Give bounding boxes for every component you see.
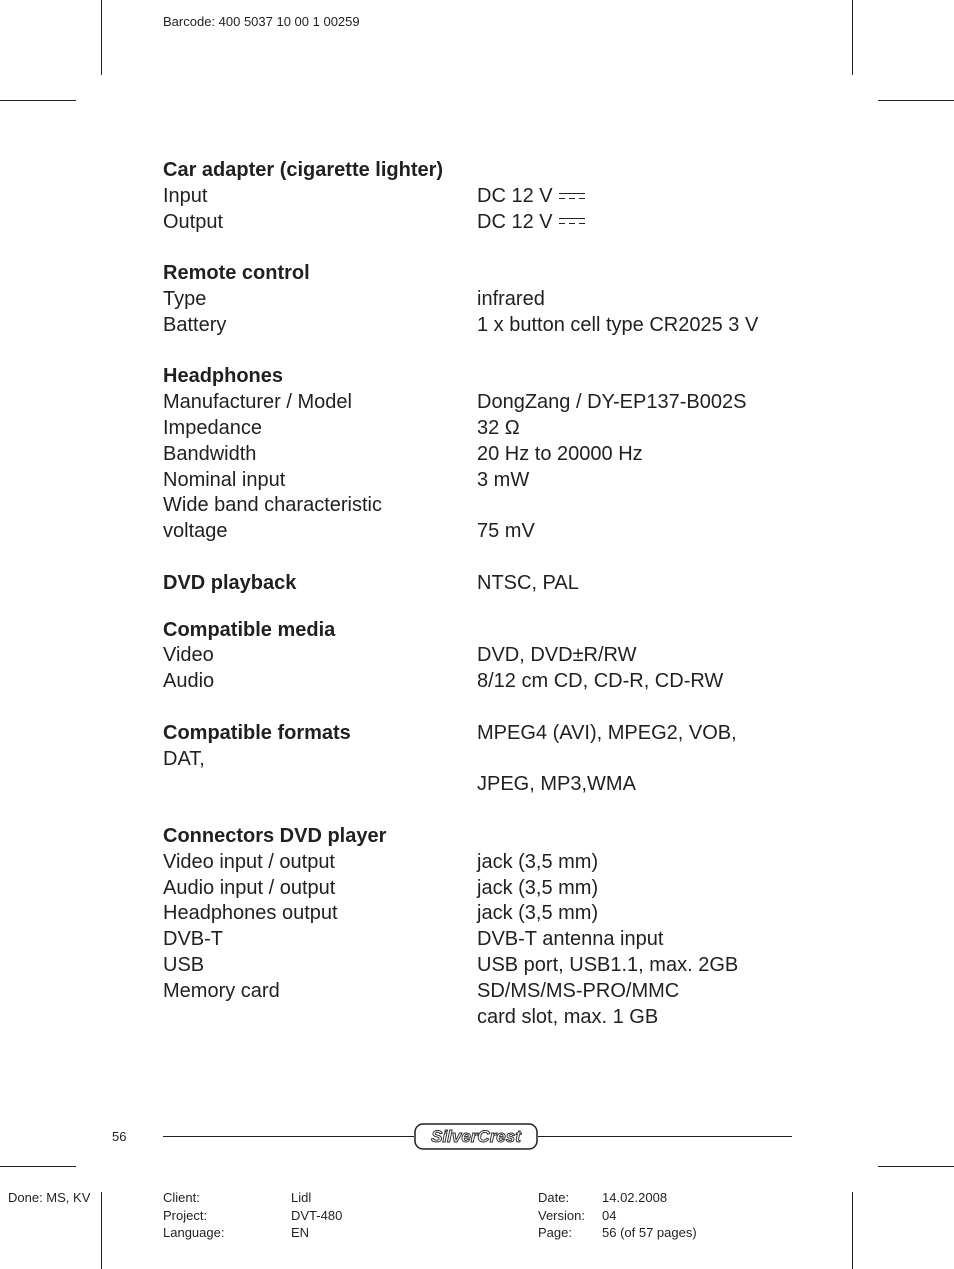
crop-mark bbox=[878, 1166, 954, 1167]
spec-label: Bandwidth bbox=[163, 442, 257, 465]
spec-label: Audio bbox=[163, 670, 215, 693]
spec-row bbox=[163, 979, 823, 1005]
section-title: Remote control bbox=[163, 262, 310, 285]
crop-mark bbox=[0, 100, 76, 101]
spec-row bbox=[163, 468, 823, 494]
language-value: EN bbox=[291, 1225, 310, 1240]
spec-label: Video bbox=[163, 644, 214, 667]
crop-mark bbox=[101, 1192, 102, 1269]
specifications bbox=[163, 158, 823, 1030]
crop-mark bbox=[101, 0, 102, 75]
date-label: Date: bbox=[538, 1190, 570, 1205]
project-value: DVT-480 bbox=[291, 1207, 343, 1223]
spec-value: DVD, DVD±R/RW bbox=[477, 644, 637, 667]
spec-label: Wide band characteristic bbox=[163, 494, 382, 517]
section-heading bbox=[163, 261, 823, 287]
spec-value: NTSC, PAL bbox=[477, 571, 579, 594]
svg-text:SilverCrest: SilverCrest bbox=[431, 1127, 521, 1146]
spec-label: Video input / output bbox=[163, 850, 335, 873]
section-title: Compatible formats bbox=[163, 721, 351, 744]
dc-symbol-icon bbox=[559, 217, 585, 225]
dc-symbol-icon bbox=[559, 192, 585, 200]
spec-label: Audio input / output bbox=[163, 876, 336, 899]
section-heading bbox=[163, 158, 823, 184]
spec-row bbox=[163, 876, 823, 902]
version-label: Version: bbox=[538, 1207, 585, 1223]
page-label: Page: bbox=[538, 1225, 572, 1240]
crop-mark bbox=[878, 100, 954, 101]
spec-value: DC 12 V bbox=[477, 210, 585, 236]
spec-value: DVB-T antenna input bbox=[477, 928, 664, 951]
version-value: 04 bbox=[602, 1207, 617, 1223]
spec-label: DVB-T bbox=[163, 928, 223, 951]
crop-mark bbox=[852, 1192, 853, 1269]
spec-row bbox=[163, 953, 823, 979]
client-value: Lidl bbox=[291, 1190, 312, 1205]
spec-label: USB bbox=[163, 953, 205, 976]
spec-value: DC 12 V bbox=[477, 184, 585, 210]
spec-value: 8/12 cm CD, CD-R, CD-RW bbox=[477, 670, 724, 693]
spec-label: Type bbox=[163, 287, 207, 310]
spec-row bbox=[163, 901, 823, 927]
spec-row bbox=[163, 390, 823, 416]
spec-label: Nominal input bbox=[163, 468, 286, 491]
section-heading bbox=[163, 721, 823, 747]
page-number: 56 bbox=[112, 1129, 127, 1144]
spec-value: card slot, max. 1 GB bbox=[477, 1005, 659, 1028]
spec-label: Impedance bbox=[163, 416, 262, 439]
footer-rule bbox=[538, 1136, 792, 1137]
spec-value: MPEG4 (AVI), MPEG2, VOB, bbox=[477, 721, 737, 744]
spec-value: jack (3,5 mm) bbox=[477, 902, 599, 925]
section-title: Car adapter (cigarette lighter) bbox=[163, 159, 444, 181]
spec-value: 32 Ω bbox=[477, 416, 520, 439]
spec-row bbox=[163, 747, 823, 773]
barcode-text: Barcode: 400 5037 10 00 1 00259 bbox=[163, 14, 360, 29]
date-value: 14.02.2008 bbox=[602, 1190, 668, 1205]
section-heading bbox=[163, 571, 823, 597]
section-title: DVD playback bbox=[163, 571, 297, 594]
spec-value: 20 Hz to 20000 Hz bbox=[477, 442, 643, 465]
spec-value: jack (3,5 mm) bbox=[477, 850, 599, 873]
page-value: 56 (of 57 pages) bbox=[602, 1225, 697, 1240]
spec-label: Memory card bbox=[163, 979, 280, 1002]
section-heading bbox=[163, 364, 823, 390]
spec-row bbox=[163, 493, 823, 519]
done-by: Done: MS, KV bbox=[8, 1190, 91, 1205]
spec-label: Output bbox=[163, 210, 224, 233]
spec-row bbox=[163, 1005, 823, 1031]
spec-value: USB port, USB1.1, max. 2GB bbox=[477, 953, 739, 976]
section-title: Connectors DVD player bbox=[163, 824, 387, 847]
section-title: Headphones bbox=[163, 365, 284, 388]
spec-row bbox=[163, 850, 823, 876]
language-label: Language: bbox=[163, 1225, 225, 1240]
spec-value: jack (3,5 mm) bbox=[477, 876, 599, 899]
spec-row bbox=[163, 287, 823, 313]
section-heading bbox=[163, 618, 823, 644]
spec-row bbox=[163, 210, 823, 236]
spec-value: DongZang / DY-EP137-B002S bbox=[477, 391, 747, 414]
spec-row bbox=[163, 313, 823, 339]
spec-row bbox=[163, 669, 823, 695]
silvercrest-logo bbox=[414, 1123, 538, 1150]
crop-mark bbox=[852, 0, 853, 75]
spec-value: 3 mW bbox=[477, 468, 530, 491]
spec-row bbox=[163, 184, 823, 210]
spec-value: SD/MS/MS-PRO/MMC bbox=[477, 979, 680, 1002]
spec-label: Input bbox=[163, 184, 208, 207]
spec-row bbox=[163, 643, 823, 669]
section-title: Compatible media bbox=[163, 618, 336, 641]
spec-row bbox=[163, 772, 823, 798]
spec-row bbox=[163, 442, 823, 468]
spec-row bbox=[163, 416, 823, 442]
spec-label: Headphones output bbox=[163, 902, 338, 925]
spec-label: Battery bbox=[163, 313, 227, 336]
spec-label: voltage bbox=[163, 520, 228, 543]
footer-rule bbox=[163, 1136, 414, 1137]
spec-label: DAT, bbox=[163, 747, 205, 770]
section-heading bbox=[163, 824, 823, 850]
spec-value: JPEG, MP3,WMA bbox=[477, 773, 636, 796]
project-label: Project: bbox=[163, 1207, 208, 1223]
spec-row bbox=[163, 519, 823, 545]
spec-row bbox=[163, 927, 823, 953]
crop-mark bbox=[0, 1166, 76, 1167]
spec-value: 75 mV bbox=[477, 520, 535, 543]
spec-label: Manufacturer / Model bbox=[163, 391, 352, 414]
client-label: Client: bbox=[163, 1190, 200, 1205]
spec-value: infrared bbox=[477, 287, 545, 310]
spec-value: 1 x button cell type CR2025 3 V bbox=[477, 313, 759, 336]
